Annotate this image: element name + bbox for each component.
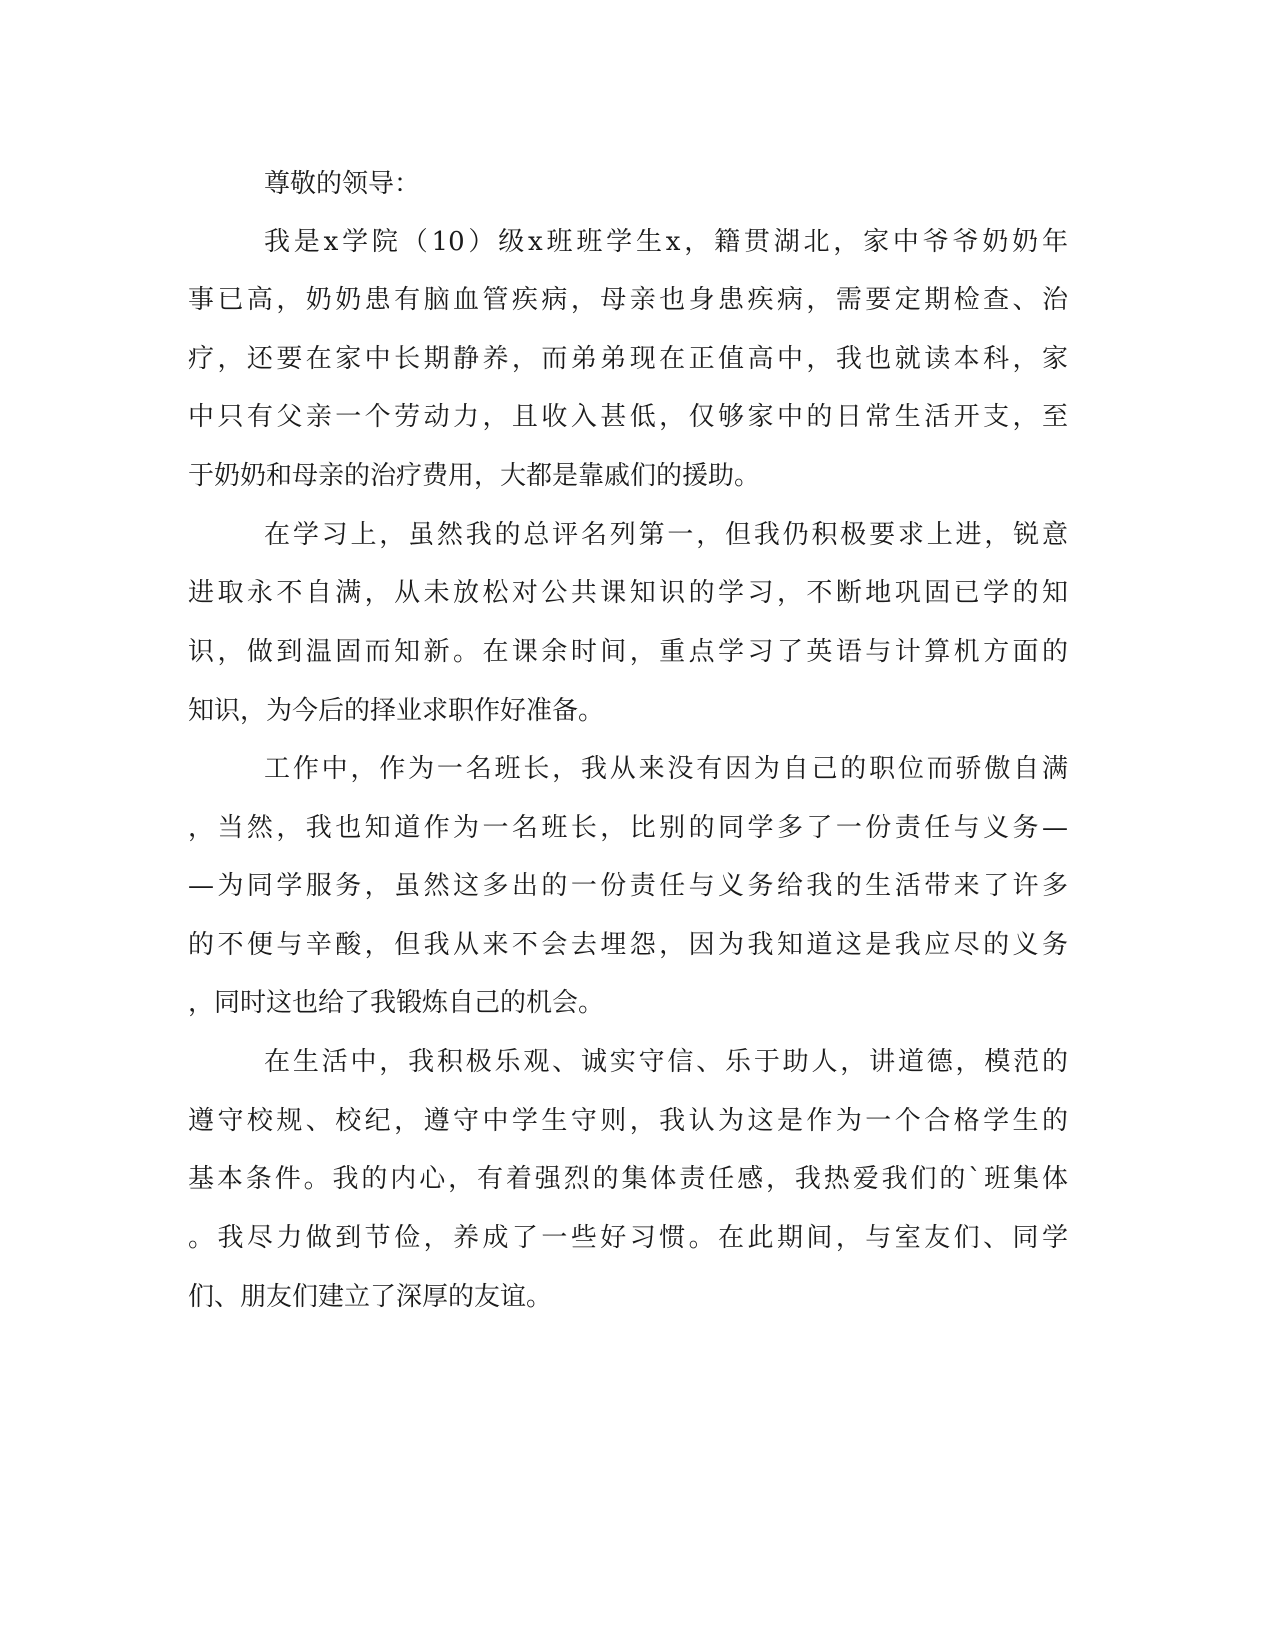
paragraph-3-line-2: ，当然，我也知道作为一名班长，比别的同学多了一份责任与义务— [188,813,1068,843]
paragraph-2-line-4: 知识，为今后的择业求职作好准备。 [188,696,605,726]
paragraph-4-line-3: 基本条件。我的内心，有着强烈的集体责任感，我热爱我们的`班集体 [188,1164,1068,1194]
paragraph-1-line-4: 中只有父亲一个劳动力，且收入甚低，仅够家中的日常生活开支，至 [188,402,1068,432]
paragraph-3-line-4: 的不便与辛酸，但我从来不会去埋怨，因为我知道这是我应尽的义务 [188,930,1068,960]
paragraph-3-line-1: 工作中，作为一名班长，我从来没有因为自己的职位而骄傲自满 [264,754,1068,784]
paragraph-4-line-1: 在生活中，我积极乐观、诚实守信、乐于助人，讲道德，模范的 [264,1047,1068,1077]
paragraph-1-line-1: 我是x学院（10）级x班班学生x，籍贯湖北，家中爷爷奶奶年 [264,227,1068,257]
paragraph-1-line-3: 疗，还要在家中长期静养，而弟弟现在正值高中，我也就读本科，家 [188,344,1068,374]
paragraph-4-line-2: 遵守校规、校纪，遵守中学生守则，我认为这是作为一个合格学生的 [188,1106,1068,1136]
paragraph-2-line-1: 在学习上，虽然我的总评名列第一，但我仍积极要求上进，锐意 [264,520,1068,550]
paragraph-2-line-2: 进取永不自满，从未放松对公共课知识的学习，不断地巩固已学的知 [188,578,1068,608]
paragraph-2-line-3: 识，做到温固而知新。在课余时间，重点学习了英语与计算机方面的 [188,637,1068,667]
paragraph-3-line-5: ，同时这也给了我锻炼自己的机会。 [188,988,605,1018]
paragraph-4-line-5: 们、朋友们建立了深厚的友谊。 [188,1282,553,1312]
paragraph-3-line-3: —为同学服务，虽然这多出的一份责任与义务给我的生活带来了许多 [188,871,1068,901]
salutation: 尊敬的领导： [264,169,421,199]
paragraph-1-line-2: 事已高，奶奶患有脑血管疾病，母亲也身患疾病，需要定期检查、治 [188,285,1068,315]
paragraph-4-line-4: 。我尽力做到节俭，养成了一些好习惯。在此期间，与室友们、同学 [188,1223,1068,1253]
paragraph-1-line-5: 于奶奶和母亲的治疗费用，大都是靠戚们的援助。 [188,461,761,491]
